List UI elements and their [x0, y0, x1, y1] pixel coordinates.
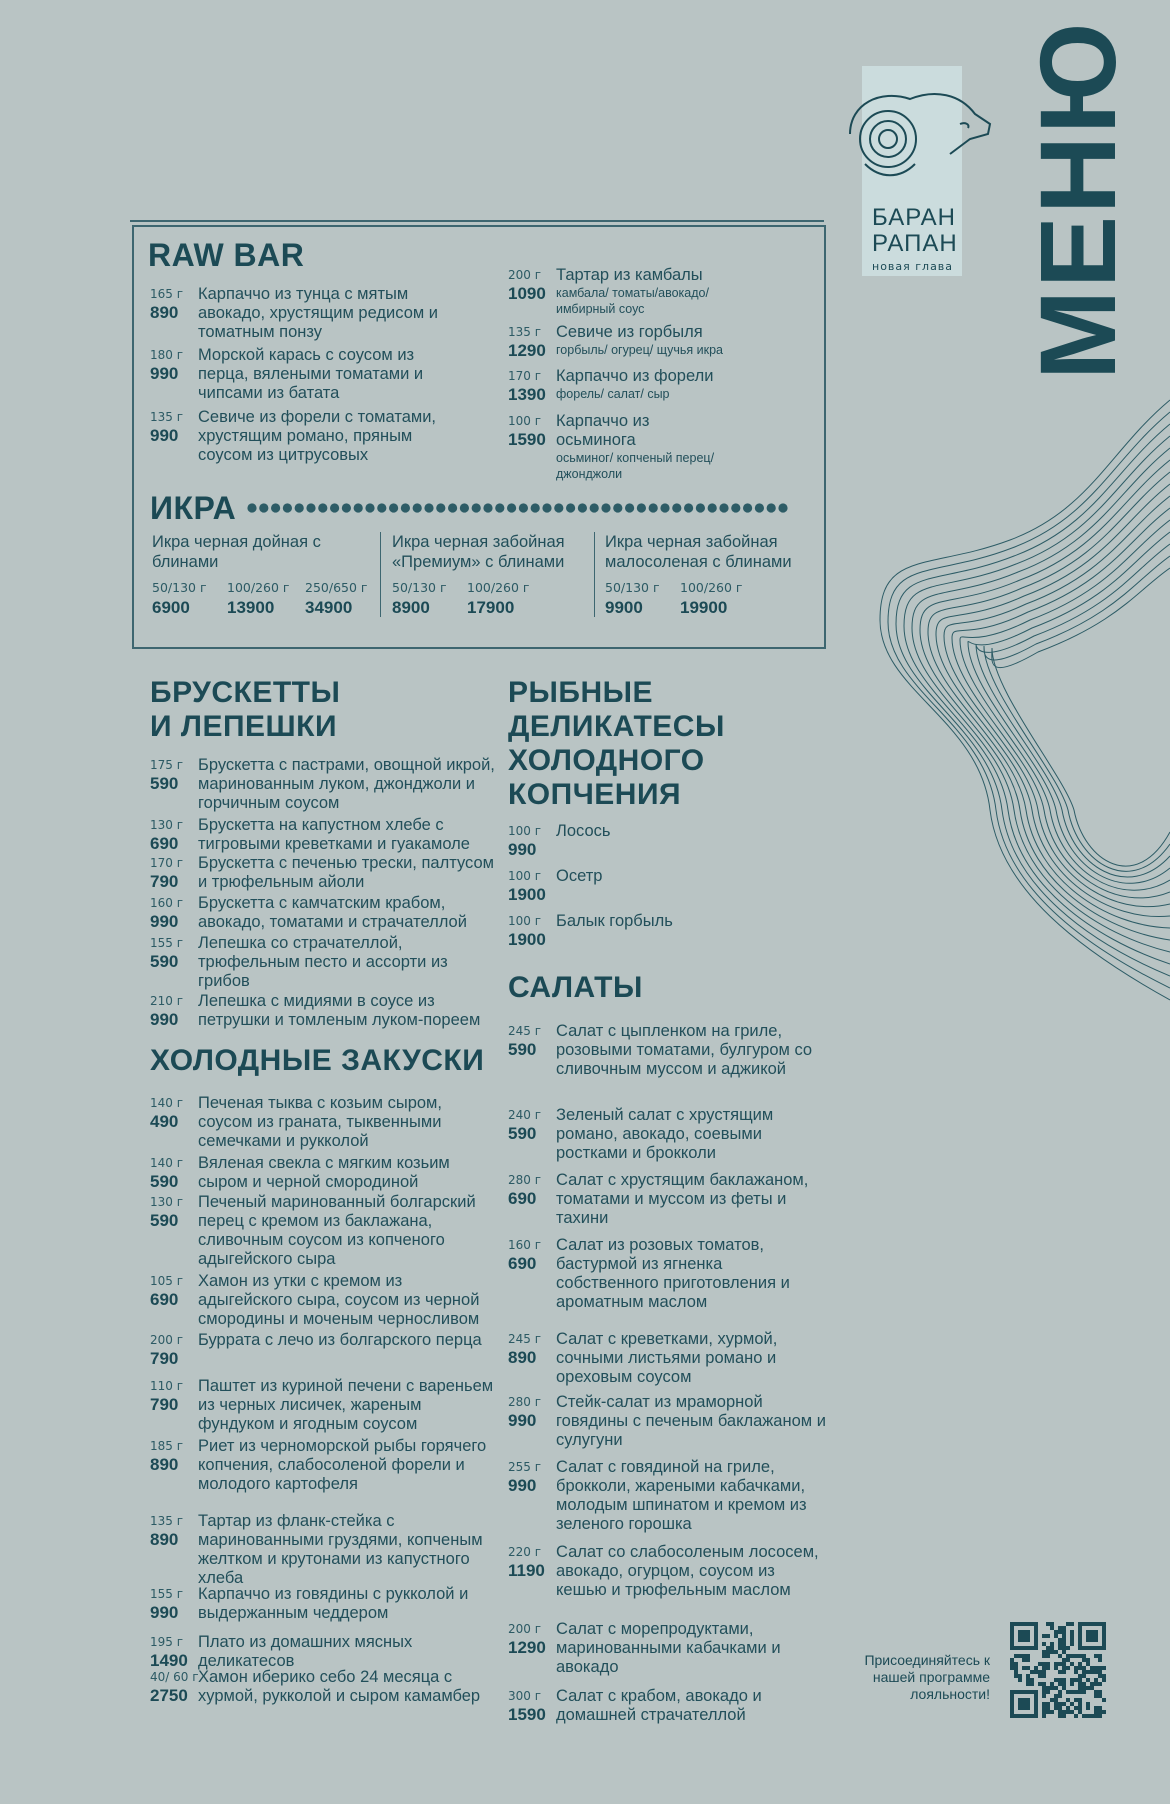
ram-logo-icon [840, 84, 1000, 184]
item-name: Зеленый салат с хрустящим романо, авокадо, соевыми ростками и брокколи [556, 1106, 774, 1162]
item-weight: 280 г [508, 1395, 542, 1409]
item-name: Риет из черноморской рыбы горячего копчения, слабосоленой форели и молодого картофеля [198, 1437, 487, 1493]
item-price: 590 [150, 952, 179, 971]
item-weight: 280 г [508, 1173, 542, 1187]
item-price: 990 [150, 912, 179, 931]
cold-heading: ХОЛОДНЫЕ ЗАКУСКИ [150, 1044, 485, 1077]
raw-bar-item: 135 г 990 Севиче из форели с томатами, хрустящим романо, пряным соусом из цитрусовых [150, 408, 437, 464]
item-weight: 160 г [508, 1238, 542, 1252]
item-name: Печеный маринованный болгарский перец с кремом из баклажана, сливочным соусом из копченого адыгейского сыра [198, 1193, 476, 1268]
menu-item [508, 1022, 828, 1079]
item-name: Печеная тыква с козьим сыром, соусом из граната, тыквенными семечками и рукколой [198, 1094, 442, 1150]
raw-bar-item: 135 г 1290 Севиче из горбыля горбыль/ огурец/ щучья икра [508, 323, 724, 360]
ikra-column: Икра черная забойная малосоленая с блинами 50/130 г 100/260 г 9900 19900 [605, 533, 792, 617]
raw-bar-item: 180 г 990 Морской карась с соусом из перца, вялеными томатами и чипсами из батата [150, 346, 424, 402]
ikra-divider [380, 532, 381, 617]
item-price: 790 [150, 872, 179, 891]
item-price: 1490 [150, 1651, 188, 1670]
item-name: Брускетта на капустном хлебе с тигровыми креветками и гуакамоле [198, 816, 470, 853]
item-name: Салат с говядиной на гриле, брокколи, жареными кабачками, молодым шпинатом и кремом из зеленого горошка [556, 1458, 807, 1533]
item-weight: 100 г [508, 824, 542, 838]
item-price: 990 [508, 840, 537, 859]
item-weight: 105 г [150, 1274, 184, 1288]
item-name: Салат с цыпленком на гриле, розовыми томатами, булгуром со сливочным муссом и аджикой [556, 1022, 813, 1078]
item-weight: 200 г [508, 1622, 542, 1636]
loyalty-text: Присоединяйтесь к нашей программе лояльности! [864, 1652, 990, 1702]
qr-code-icon[interactable] [1010, 1622, 1106, 1718]
item-weight: 155 г [150, 936, 184, 950]
logo-line-2: РАПАН [872, 230, 958, 257]
item-price: 690 [150, 1290, 179, 1309]
item-name: Паштет из куриной печени с вареньем из черных лисичек, жареным фундуком и ягодным соусом [198, 1377, 494, 1433]
item-weight: 200 г [150, 1333, 184, 1347]
menu-item [150, 1437, 500, 1494]
item-price: 790 [150, 1349, 179, 1368]
item-weight: 210 г [150, 994, 184, 1008]
menu-item [508, 1620, 828, 1677]
menu-item [150, 1512, 500, 1588]
item-price: 690 [150, 834, 179, 853]
ikra-divider [594, 532, 595, 617]
item-name: Лосось [556, 822, 611, 840]
item-name: Стейк-салат из мраморной говядины с печеным баклажаном и сулугуни [556, 1393, 826, 1449]
logo-line-1: БАРАН [872, 204, 956, 231]
menu-item [150, 1585, 500, 1623]
item-name: Тартар из фланк-стейка с маринованными груздями, копченым желтком и крутонами из капустного хлеба [198, 1512, 483, 1587]
menu-item [508, 1458, 828, 1534]
menu-item [508, 822, 808, 859]
item-weight: 195 г [150, 1635, 184, 1649]
menu-item [508, 1236, 828, 1312]
item-price: 990 [150, 1603, 179, 1622]
item-price: 590 [150, 774, 179, 793]
menu-item [150, 816, 500, 854]
raw-bar-heading: RAW BAR [148, 237, 305, 273]
item-weight: 110 г [150, 1379, 184, 1393]
item-name: Салат с морепродуктами, маринованными кабачками и авокадо [556, 1620, 781, 1676]
item-name: Буррата с лечо из болгарского перца [198, 1331, 482, 1349]
item-price: 590 [508, 1040, 537, 1059]
menu-item [150, 1633, 500, 1671]
item-weight: 130 г [150, 1195, 184, 1209]
bruschetta-heading: БРУСКЕТТЫ И ЛЕПЕШКИ [150, 676, 341, 743]
item-name: Салат с креветками, хурмой, сочными листьями романо и ореховым соусом [556, 1330, 778, 1386]
menu-item [150, 1154, 500, 1192]
menu-item [150, 992, 500, 1030]
item-name: Карпаччо из говядины с рукколой и выдержанным чеддером [198, 1585, 469, 1622]
menu-item [508, 1171, 828, 1228]
menu-item [508, 1687, 828, 1725]
item-price: 790 [150, 1395, 179, 1414]
ikra-heading: ИКРА [150, 490, 237, 526]
item-price: 1900 [508, 885, 546, 904]
raw-bar-item: 165 г 890 Карпаччо из тунца с мятым авокадо, хрустящим редисом и томатным понзу [150, 285, 439, 341]
item-price: 890 [508, 1348, 537, 1367]
menu-item [508, 1106, 828, 1163]
item-weight: 245 г [508, 1332, 542, 1346]
item-price: 1590 [508, 1705, 546, 1724]
item-name: Плато из домашних мясных деликатесов [198, 1633, 413, 1670]
raw-bar-item: 100 г 1590 Карпаччо из осьминога осьминог/ копченый перец/ джонджоли [508, 412, 715, 481]
logo-tagline: новая глава [872, 260, 954, 273]
item-name: Лепешка со страчателлой, трюфельным песто и ассорти из грибов [198, 934, 448, 990]
raw-bar-item: 170 г 1390 Карпаччо из форели форель/ салат/ сыр [508, 367, 714, 404]
item-weight: 255 г [508, 1460, 542, 1474]
item-name: Салат с крабом, авокадо и домашней страчателлой [556, 1687, 762, 1724]
menu-item [150, 1331, 500, 1368]
item-price: 2750 [150, 1686, 188, 1705]
item-price: 590 [150, 1211, 179, 1230]
item-name: Осетр [556, 867, 603, 885]
menu-item [150, 1193, 500, 1269]
item-name: Салат из розовых томатов, бастурмой из ягненка собственного приготовления и ароматным маслом [556, 1236, 790, 1311]
ikra-column: Икра черная забойная «Премиум» с блинами 50/130 г 100/260 г 8900 17900 [392, 533, 565, 617]
menu-item [150, 1668, 500, 1706]
item-price: 1190 [508, 1561, 545, 1580]
menu-item [150, 934, 500, 991]
item-weight: 100 г [508, 869, 542, 883]
menu-item [150, 1377, 500, 1434]
item-price: 490 [150, 1112, 179, 1131]
item-name: Брускетта с пастрами, овощной икрой, маринованным луком, джонджоли и горчичным соусом [198, 756, 495, 812]
menu-item [508, 1543, 828, 1600]
item-price: 990 [508, 1476, 537, 1495]
logo [862, 66, 962, 276]
item-weight: 245 г [508, 1024, 542, 1038]
item-name: Салат со слабосоленым лососем, авокадо, огурцом, соусом из кешью и трюфельным маслом [556, 1543, 819, 1599]
item-weight: 40/ 60 г [150, 1670, 199, 1684]
raw-bar-item: 200 г 1090 Тартар из камбалы камбала/ томаты/авокадо/ имбирный соус [508, 266, 709, 316]
item-name: Хамон из утки с кремом из адыгейского сыра, соусом из черной смородины и моченым черносливом [198, 1272, 480, 1328]
decorative-wave-lines [860, 390, 1170, 1010]
item-name: Хамон иберико себо 24 месяца с хурмой, рукколой и сыром камамбер [198, 1668, 481, 1705]
item-name: Балык горбыль [556, 912, 673, 930]
item-price: 690 [508, 1189, 537, 1208]
item-weight: 130 г [150, 818, 184, 832]
salads-heading: САЛАТЫ [508, 971, 643, 1004]
item-weight: 220 г [508, 1545, 542, 1559]
menu-item [150, 854, 500, 892]
item-price: 990 [508, 1411, 537, 1430]
item-name: Брускетта с печенью трески, палтусом и трюфельным айоли [198, 854, 494, 891]
item-price: 690 [508, 1254, 537, 1273]
item-weight: 100 г [508, 914, 542, 928]
item-name: Брускетта с камчатским крабом, авокадо, томатами и страчателлой [198, 894, 467, 931]
menu-item [150, 1094, 500, 1151]
ikra-column: Икра черная дойная с блинами 50/130 г 100/260 г 250/650 г 6900 13900 34900 [152, 533, 368, 617]
item-weight: 300 г [508, 1689, 542, 1703]
item-price: 590 [150, 1172, 179, 1191]
item-price: 590 [508, 1124, 537, 1143]
item-weight: 185 г [150, 1439, 184, 1453]
page-title: МЕНЮ [1017, 20, 1138, 380]
item-name: Лепешка с мидиями в соусе из петрушки и томленым луком-пореем [198, 992, 481, 1029]
item-weight: 135 г [150, 1514, 184, 1528]
item-price: 890 [150, 1455, 179, 1474]
item-weight: 175 г [150, 758, 184, 772]
menu-item [150, 1272, 500, 1329]
menu-item [508, 1330, 828, 1387]
item-weight: 140 г [150, 1156, 184, 1170]
menu-item [150, 756, 500, 813]
item-name: Салат с хрустящим баклажаном, томатами и муссом из феты и тахини [556, 1171, 809, 1227]
item-weight: 140 г [150, 1096, 184, 1110]
caviar-dots-decoration [246, 500, 794, 516]
item-weight: 240 г [508, 1108, 542, 1122]
item-weight: 160 г [150, 896, 184, 910]
menu-item [508, 867, 808, 904]
box-top-rule [130, 220, 824, 222]
item-price: 890 [150, 1530, 179, 1549]
item-name: Вяленая свекла с мягким козьим сыром и черной смородиной [198, 1154, 450, 1191]
item-price: 1900 [508, 930, 546, 949]
fish-heading: РЫБНЫЕ ДЕЛИКАТЕСЫ ХОЛОДНОГО КОПЧЕНИЯ [508, 676, 725, 811]
item-weight: 155 г [150, 1587, 184, 1601]
menu-item [150, 894, 500, 932]
menu-item [508, 912, 808, 949]
item-price: 1290 [508, 1638, 546, 1657]
item-price: 990 [150, 1010, 179, 1029]
menu-item [508, 1393, 828, 1450]
item-weight: 170 г [150, 856, 184, 870]
